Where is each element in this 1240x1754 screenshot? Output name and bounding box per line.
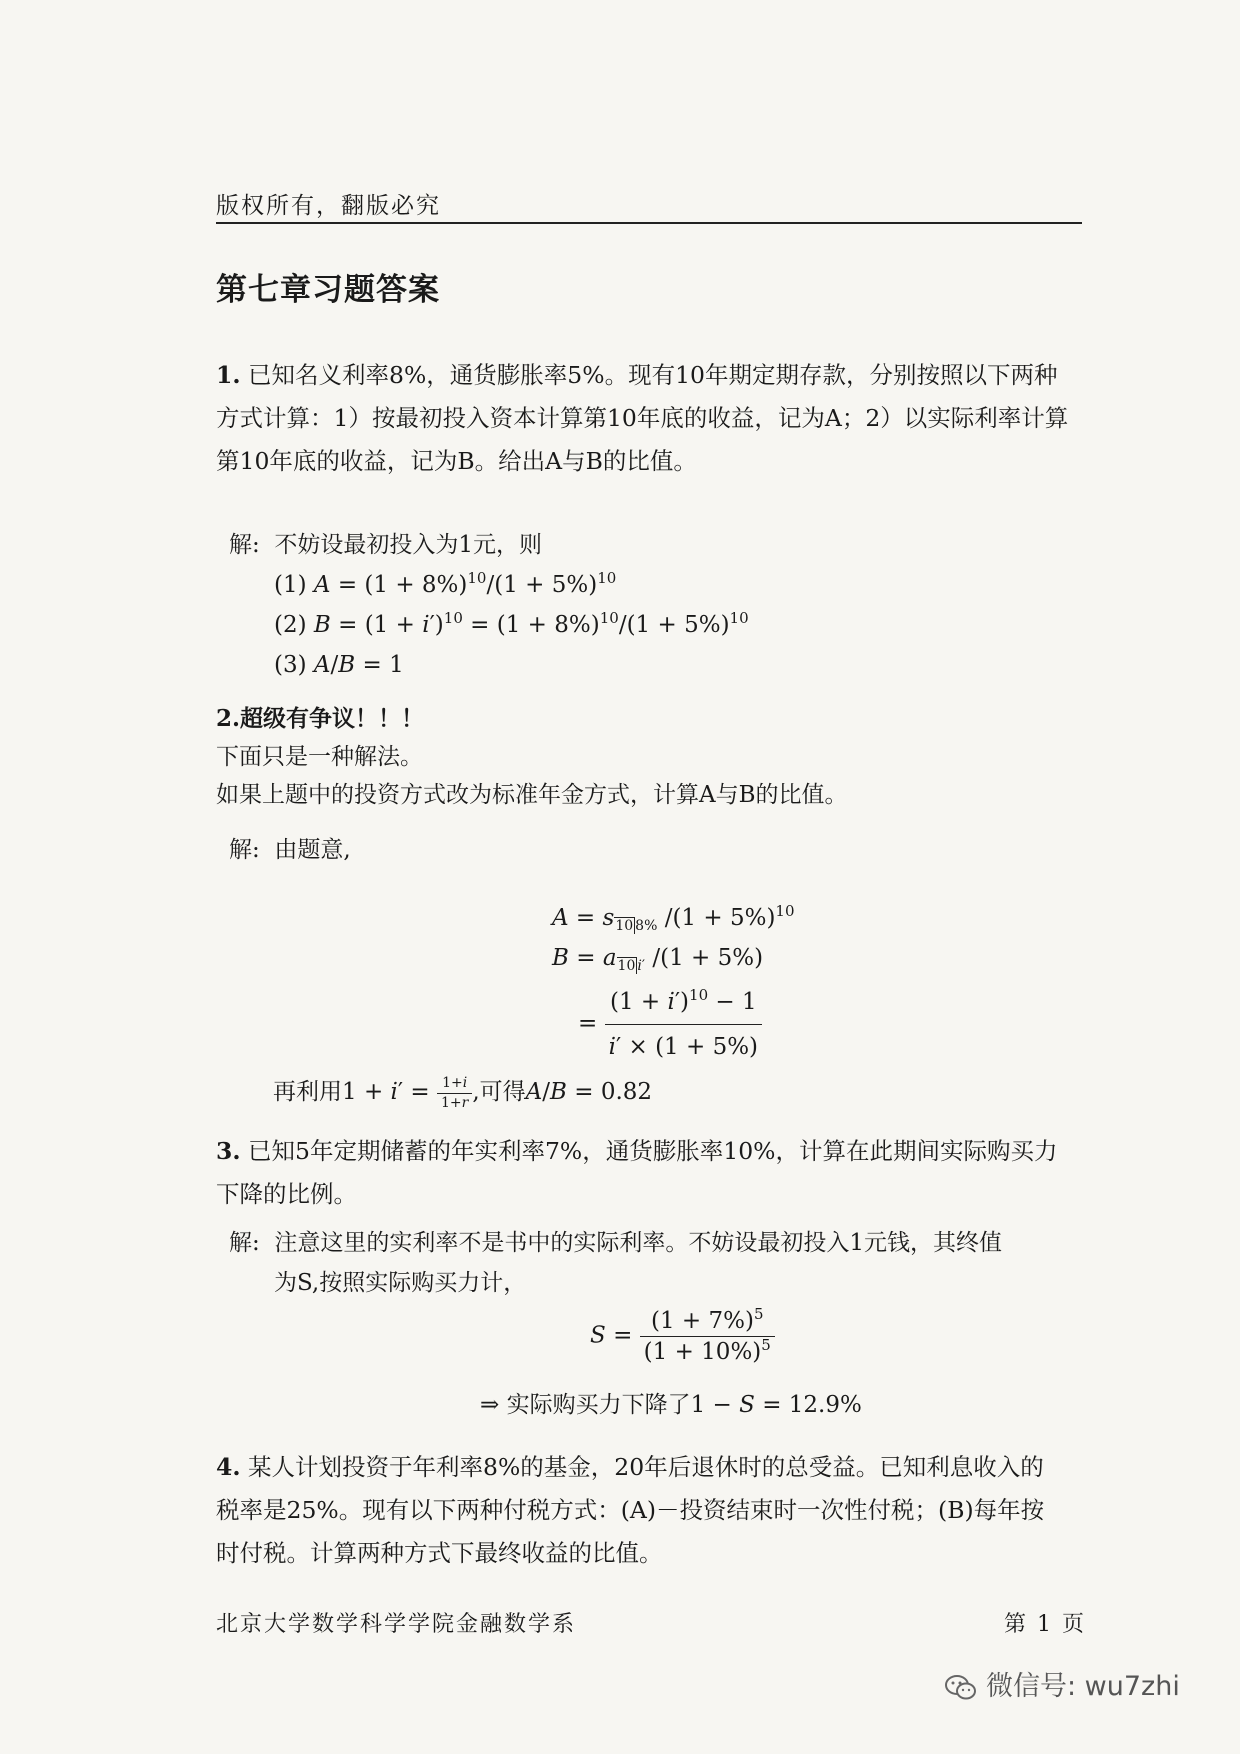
equation-B-expanded: = $\frac{(1 + i')^{10} - 1}{i' \times (1 + 5\%)}$ — [552, 982, 795, 1067]
solution-2-reuse-text: 再利用 — [273, 1079, 342, 1105]
solution-1 — [229, 525, 749, 685]
solution-3-label: 解: — [229, 1230, 260, 1256]
question-4-number: 4. — [216, 1453, 241, 1481]
question-2 — [216, 700, 848, 814]
solution-1-step1: (1) $A = (1 + 8\%)^{10}/(1 + 5\%)^{10}$ — [274, 569, 617, 598]
solution-1-step2: (2) $B = (1 + i')^{10} = (1 + 8\%)^{10}/(1 + 5\%)^{10}$ — [274, 609, 749, 638]
question-4 — [216, 1446, 1082, 1575]
solution-1-step3: (3) A/B = 1 — [274, 652, 404, 678]
solution-1-intro: 不妨设最初投入为1元，则 — [274, 532, 543, 558]
chapter-title: 第七章习题答案 — [216, 272, 440, 308]
solution-3-line2: 为S,按照实际购买力计， — [274, 1270, 527, 1296]
solution-2-result-text: ,可得 — [472, 1079, 526, 1105]
solution-2-label: 解: — [229, 837, 260, 863]
solution-3 — [229, 1223, 1079, 1303]
question-1 — [216, 354, 1082, 483]
solution-2-intro: 由题意, — [274, 837, 351, 863]
question-2-line1: 下面只是一种解法。 — [216, 744, 423, 770]
question-4-line3: 时付税。计算两种方式下最终收益的比值。 — [216, 1539, 663, 1567]
solution-1-label: 解: — [229, 532, 260, 558]
question-3-line2: 下降的比例。 — [216, 1180, 357, 1208]
solution-2-label-row — [229, 830, 351, 870]
question-1-number: 1. — [216, 361, 241, 389]
question-2-line2: 如果上题中的投资方式改为标准年金方式，计算A与B的比值。 — [216, 782, 848, 808]
equation-B: $B = a_{10 i'}$ /(1 + 5%) — [552, 945, 764, 974]
question-1-line3: 第10年底的收益，记为B。给出A与B的比值。 — [216, 447, 697, 475]
header-divider — [216, 222, 1082, 224]
watermark-text: 微信号: wu7zhi — [986, 1671, 1180, 1702]
question-2-title: 2.超级有争议！！！ — [216, 705, 425, 732]
equation-A: $A = s_{10 8\%}$ $/(1 + 5\%)^{10}$ — [552, 902, 795, 934]
header-copyright: 版权所有，翻版必究 — [216, 193, 441, 219]
question-1-line1: 已知名义利率8%，通货膨胀率5%。现有10年期定期存款，分别按照以下两种 — [248, 361, 1058, 389]
solution-3-line1: 注意这里的实利率不是书中的实际利率。不妨设最初投入1元钱，其终值 — [274, 1230, 1003, 1256]
question-3-number: 3. — [216, 1137, 241, 1165]
footer-page-number: 第 1 页 — [1004, 1612, 1086, 1637]
question-3 — [216, 1130, 1082, 1216]
question-3-line1: 已知5年定期储蓄的年实利率7%，通货膨胀率10%，计算在此期间实际购买力 — [248, 1137, 1058, 1165]
solution-2-result: 再利用1 + i′ = $\frac{1+i}{1+r}$ ,可得A/B = 0.82 — [273, 1074, 653, 1111]
question-1-line2: 方式计算：1）按最初投入资本计算第10年底的收益，记为A；2）以实际利率计算 — [216, 404, 1069, 432]
solution-3-implies: ⇒ 实际购买力下降了 — [480, 1392, 691, 1418]
watermark — [944, 1664, 1204, 1704]
question-4-line1: 某人计划投资于年利率8%的基金，20年后退休时的总受益。已知利息收入的 — [248, 1453, 1044, 1481]
solution-3-conclusion: ⇒ 实际购买力下降了1 − S = 12.9% — [480, 1392, 862, 1418]
solution-2-equations — [552, 898, 795, 1067]
equation-S: S = $\frac{(1 + 7\%)^5}{(1 + 10\%)^5}$ — [590, 1308, 775, 1365]
wechat-icon — [944, 1673, 978, 1703]
footer-department: 北京大学数学科学学院金融数学系 — [216, 1612, 577, 1637]
question-4-line2: 税率是25%。现有以下两种付税方式：(A)－投资结束时一次性付税；(B)每年按 — [216, 1496, 1045, 1524]
